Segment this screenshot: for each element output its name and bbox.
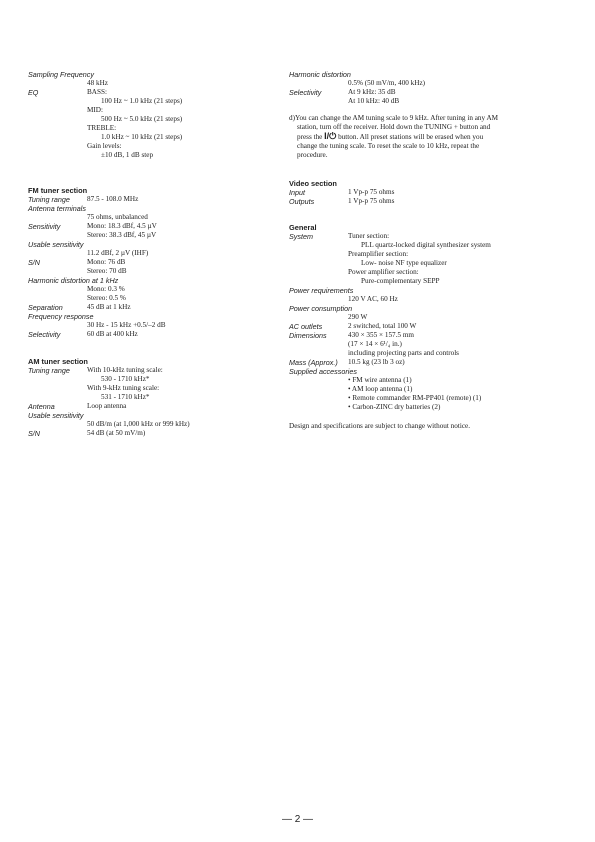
am-tr-9k: With 9-kHz tuning scale: <box>87 384 160 392</box>
note-line-3a: press the <box>297 133 323 141</box>
fm-sensitivity-label: Sensitivity <box>28 222 61 231</box>
fm-thd-label: Harmonic distortion at 1 kHz <box>28 276 119 285</box>
preamp-label: Preamplifier section: <box>348 250 409 258</box>
fm-tuning-range-row <box>28 195 278 204</box>
tuning-note <box>289 114 574 160</box>
power-cons-value: 290 W <box>348 313 368 321</box>
fm-selectivity-row <box>28 330 278 339</box>
am-sn-label: S/N <box>28 429 40 438</box>
left-column <box>28 70 278 438</box>
note-line-5: procedure. <box>297 151 328 159</box>
ac-outlets-label: AC outlets <box>289 322 323 331</box>
fm-sensitivity-row <box>28 222 278 231</box>
power-cons-label: Power consumption <box>289 304 353 313</box>
am-sn-row <box>28 429 278 438</box>
fm-usable-value: 11.2 dBf, 2 µV (IHF) <box>87 249 149 257</box>
fm-freq-value: 30 Hz - 15 kHz +0.5/–2 dB <box>87 321 166 329</box>
fm-separation-row <box>28 303 278 312</box>
power-req-label: Power requirements <box>289 286 354 295</box>
am-tr-9k-value: 531 - 1710 kHz* <box>101 393 150 401</box>
tuner-value: PLL quartz-locked digital synthesizer system <box>361 241 491 249</box>
harmonic-value: 0.5% (50 mV/m, 400 kHz) <box>348 79 426 87</box>
power-req-value: 120 V AC, 60 Hz <box>348 295 398 303</box>
note-line-2: station, turn off the receiver. Hold down the TUNING + button and <box>297 123 491 131</box>
eq-gain-value: ±10 dB, 1 dB step <box>101 151 154 159</box>
tuner-label: Tuner section: <box>348 232 390 240</box>
fm-tuning-range-value: 87.5 - 108.0 MHz <box>87 195 139 203</box>
page-number: — 2 — <box>281 814 314 825</box>
am-usable-label: Usable sensitivity <box>28 411 84 420</box>
am-antenna-row <box>28 402 278 411</box>
video-input-label: Input <box>289 188 305 197</box>
note-line-3 <box>289 132 574 142</box>
power-amp-label: Power amplifier section: <box>348 268 419 276</box>
selectivity-value-2: At 10 kHz: 40 dB <box>348 97 400 105</box>
fm-selectivity-label: Selectivity <box>28 330 61 339</box>
eq-treble-value: 1.0 kHz ~ 10 kHz (21 steps) <box>101 133 183 141</box>
selectivity-label: Selectivity <box>289 88 322 97</box>
ac-outlets-row <box>289 322 574 331</box>
sampling-label: Sampling Frequency <box>28 70 94 79</box>
eq-mid-value: 500 Hz ~ 5.0 kHz (21 steps) <box>101 115 183 123</box>
video-input-value: 1 Vp-p 75 ohms <box>348 188 395 196</box>
fm-sn-stereo: Stereo: 70 dB <box>87 267 127 275</box>
fm-sensitivity-mono: Mono: 18.3 dBf, 4.5 µV <box>87 222 157 230</box>
right-column <box>289 70 574 431</box>
fm-usable-label: Usable sensitivity <box>28 240 84 249</box>
fm-antenna-label: Antenna terminals <box>28 204 86 213</box>
eq-mid-label: MID: <box>87 106 103 114</box>
am-sn-value: 54 dB (at 50 mV/m) <box>87 429 146 437</box>
selectivity-value-1: At 9 kHz: 35 dB <box>348 88 396 96</box>
system-label: System <box>289 232 313 241</box>
video-input-row <box>289 188 574 197</box>
dimensions-value: 430 × 355 × 157.5 mm <box>348 331 415 339</box>
fm-tuning-range-label: Tuning range <box>28 195 70 204</box>
fm-thd-mono: Mono: 0.3 % <box>87 285 125 293</box>
fm-antenna-value: 75 ohms, unbalanced <box>87 213 148 221</box>
dimensions-note: including projecting parts and controls <box>348 349 459 357</box>
power-icon: I/⏻ <box>324 131 337 141</box>
am-antenna-value: Loop antenna <box>87 402 127 410</box>
video-output-row <box>289 197 574 206</box>
fm-freq-label: Frequency response <box>28 312 94 321</box>
general-section-title: General <box>289 223 317 232</box>
am-tuning-range-label: Tuning range <box>28 366 70 375</box>
am-tr-10k: With 10-kHz tuning scale: <box>87 366 163 374</box>
eq-label: EQ <box>28 88 39 97</box>
accessory-item: • FM wire antenna (1) <box>348 376 412 384</box>
dimensions-row <box>289 331 574 340</box>
fm-separation-label: Separation <box>28 303 63 312</box>
note-line-3b: button. All preset stations will be erased when you <box>338 133 484 141</box>
fm-sn-label: S/N <box>28 258 40 267</box>
mass-label: Mass (Approx.) <box>289 358 338 367</box>
fm-sn-row <box>28 258 278 267</box>
mass-row <box>289 358 574 367</box>
sampling-value: 48 kHz <box>87 79 108 87</box>
eq-treble-label: TREBLE: <box>87 124 117 132</box>
fm-thd-stereo: Stereo: 0.5 % <box>87 294 126 302</box>
note-line-4: change the tuning scale. To reset the scale to 10 kHz, repeat the <box>297 142 480 150</box>
video-output-value: 1 Vp-p 75 ohms <box>348 197 395 205</box>
accessory-item: • Remote commander RM-PP401 (remote) (1) <box>348 394 482 402</box>
am-tr-10k-value: 530 - 1710 kHz* <box>101 375 150 383</box>
note-line-1: d)You can change the AM tuning scale to 9 kHz. After tuning in any AM <box>289 114 499 122</box>
am-section-title: AM tuner section <box>28 357 88 366</box>
preamp-value: Low- noise NF type equalizer <box>361 259 447 267</box>
fm-selectivity-value: 60 dB at 400 kHz <box>87 330 138 338</box>
accessories-label: Supplied accessories <box>289 367 357 376</box>
disclaimer: Design and specifications are subject to change without notice. <box>289 422 471 430</box>
accessory-item: • Carbon-ZINC dry batteries (2) <box>348 403 441 411</box>
accessory-item: • AM loop antenna (1) <box>348 385 413 393</box>
am-usable-value: 50 dB/m (at 1,000 kHz or 999 kHz) <box>87 420 190 428</box>
harmonic-label: Harmonic distortion <box>289 70 351 79</box>
am-tuning-range-row <box>28 366 278 375</box>
mass-value: 10.5 kg (23 lb 3 oz) <box>348 358 405 366</box>
fm-sensitivity-stereo: Stereo: 38.3 dBf, 45 µV <box>87 231 157 239</box>
system-row <box>289 232 574 241</box>
power-amp-value: Pure-complementary SEPP <box>361 277 440 285</box>
fm-separation-value: 45 dB at 1 kHz <box>87 303 131 311</box>
selectivity-row <box>289 88 574 97</box>
ac-outlets-value: 2 switched, total 100 W <box>348 322 417 330</box>
fm-section-title: FM tuner section <box>28 186 88 195</box>
eq-row <box>28 88 278 97</box>
video-section-title: Video section <box>289 179 337 188</box>
dimensions-inch: (17 × 14 × 6¹/₄ in.) <box>348 340 402 348</box>
eq-bass-value: 100 Hz ~ 1.0 kHz (21 steps) <box>101 97 183 105</box>
video-output-label: Outputs <box>289 197 315 206</box>
eq-gain-label: Gain levels: <box>87 142 122 150</box>
dimensions-label: Dimensions <box>289 331 327 340</box>
am-antenna-label: Antenna <box>28 402 55 411</box>
eq-bass-label: BASS: <box>87 88 107 96</box>
fm-sn-mono: Mono: 76 dB <box>87 258 126 266</box>
